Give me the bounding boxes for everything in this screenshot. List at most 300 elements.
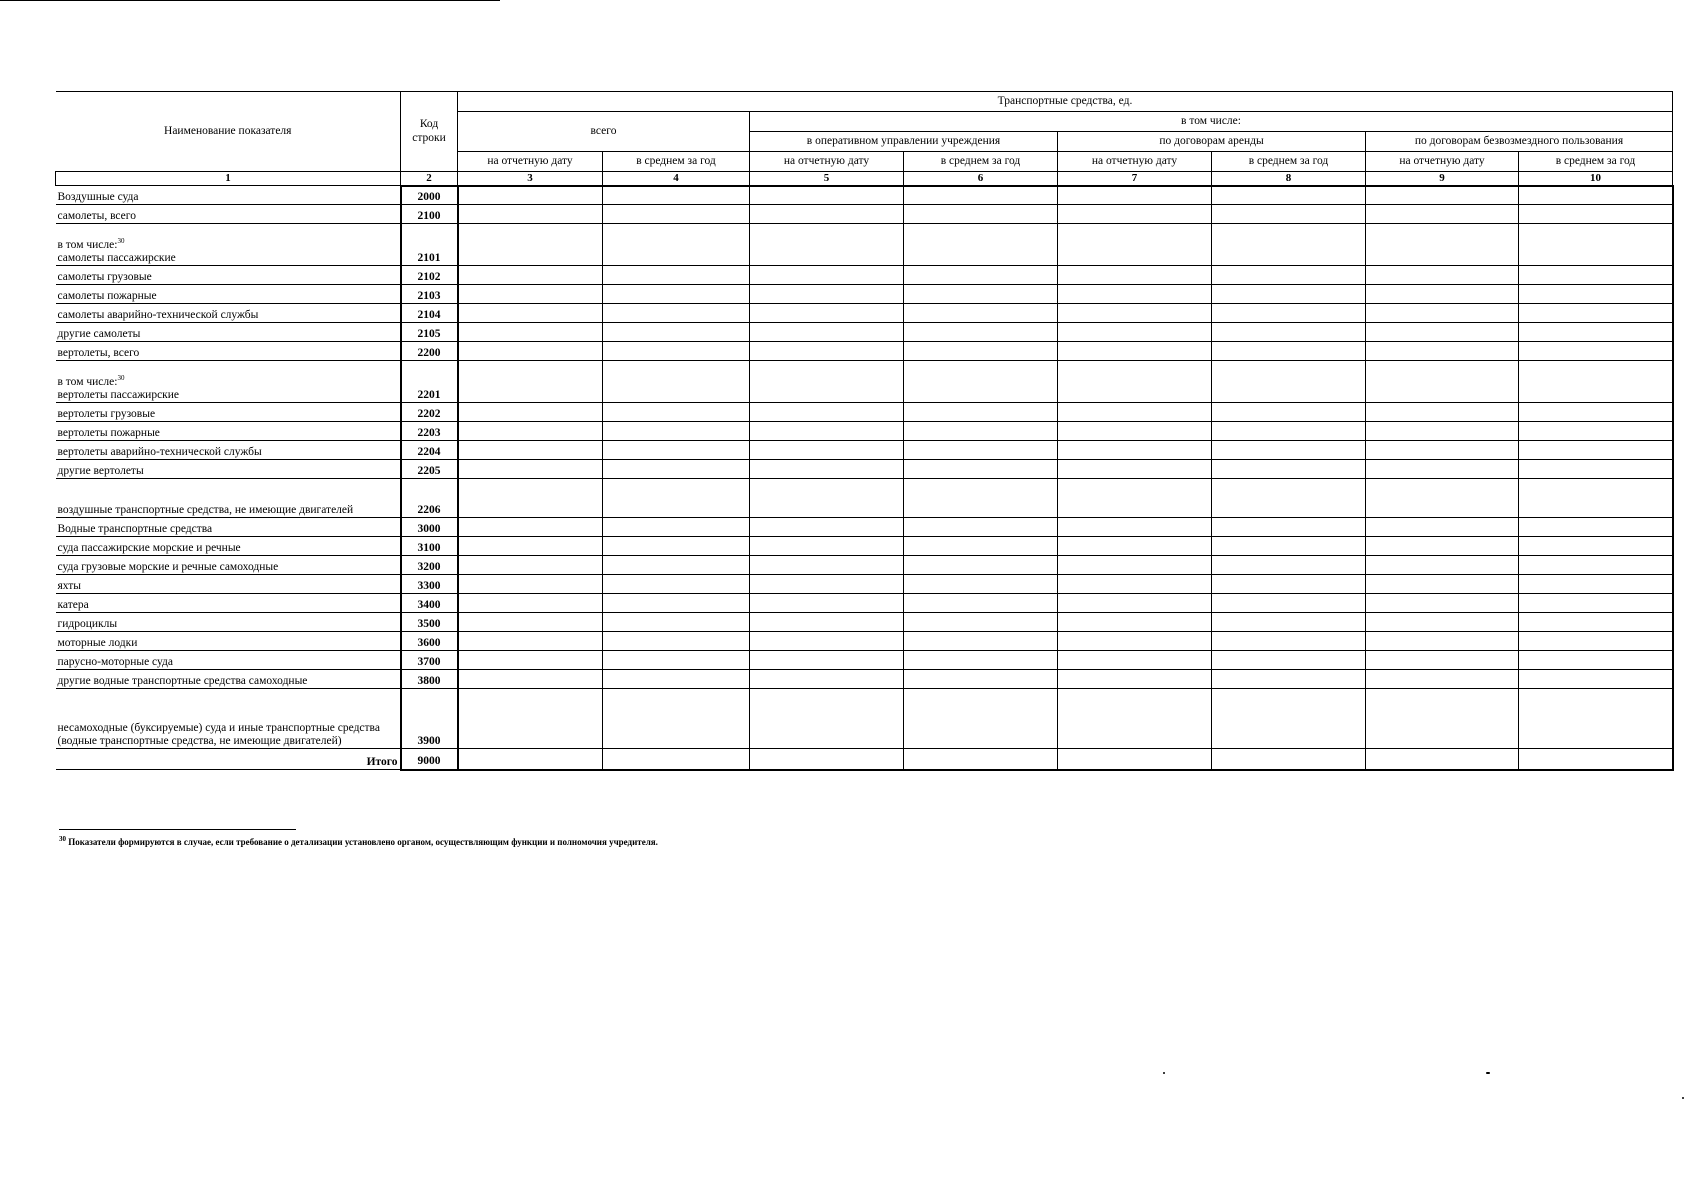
row-name [56, 632, 401, 651]
value-cell[interactable] [750, 342, 904, 361]
value-cell[interactable] [1366, 205, 1519, 224]
table-row [56, 518, 1673, 537]
value-cell[interactable] [1058, 285, 1212, 304]
value-cell[interactable] [458, 422, 603, 441]
column-number: 1 [56, 172, 401, 186]
row-code: 2100 [401, 205, 458, 224]
value-cell[interactable] [1366, 403, 1519, 422]
row-code: 2105 [401, 323, 458, 342]
value-cell[interactable] [1519, 342, 1673, 361]
value-cell[interactable] [1366, 266, 1519, 285]
value-cell[interactable] [904, 422, 1058, 441]
value-cell[interactable] [750, 323, 904, 342]
value-cell[interactable] [1212, 518, 1366, 537]
value-cell[interactable] [1366, 594, 1519, 613]
value-cell[interactable] [1519, 304, 1673, 323]
value-cell[interactable] [603, 304, 750, 323]
value-cell[interactable] [1366, 304, 1519, 323]
value-cell[interactable] [1058, 323, 1212, 342]
row-label: Водные транспортные средства [57, 522, 213, 535]
value-cell[interactable] [1366, 670, 1519, 689]
row-name [56, 556, 401, 575]
row-code: 2101 [401, 224, 458, 266]
value-cell[interactable] [904, 304, 1058, 323]
row-prefix: в том числе: [57, 375, 118, 388]
value-cell[interactable] [1519, 266, 1673, 285]
value-cell[interactable] [1519, 651, 1673, 670]
value-cell[interactable] [1519, 361, 1673, 403]
value-cell[interactable] [1058, 613, 1212, 632]
header-total: всего [458, 112, 750, 152]
value-cell[interactable] [458, 205, 603, 224]
value-cell[interactable] [1212, 575, 1366, 594]
value-cell[interactable] [1366, 556, 1519, 575]
value-cell[interactable] [458, 304, 603, 323]
value-cell[interactable] [1212, 342, 1366, 361]
footnote-text: Показатели формируются в случае, если требование о детализации установлено органом, осуществляющим функции и полномочия учредителя. [68, 837, 658, 847]
table-row [56, 422, 1673, 441]
value-cell[interactable] [1058, 537, 1212, 556]
table-row [56, 342, 1673, 361]
value-cell[interactable] [603, 594, 750, 613]
header-code-column: Код строки [401, 92, 458, 172]
table-row [56, 594, 1673, 613]
row-code: 3900 [401, 689, 458, 749]
value-cell[interactable] [750, 266, 904, 285]
value-cell[interactable] [904, 575, 1058, 594]
value-cell[interactable] [1058, 403, 1212, 422]
table-row [56, 670, 1673, 689]
value-cell[interactable] [603, 518, 750, 537]
value-cell[interactable] [603, 342, 750, 361]
value-cell[interactable] [1212, 403, 1366, 422]
value-cell[interactable] [603, 460, 750, 479]
value-cell[interactable] [1212, 422, 1366, 441]
value-cell[interactable] [904, 479, 1058, 518]
value-cell[interactable] [458, 285, 603, 304]
row-label: яхты [57, 579, 82, 592]
value-cell[interactable] [904, 537, 1058, 556]
value-cell[interactable] [1212, 632, 1366, 651]
value-cell[interactable] [1366, 285, 1519, 304]
value-cell[interactable] [1058, 266, 1212, 285]
value-cell[interactable] [1366, 518, 1519, 537]
value-cell[interactable] [1519, 556, 1673, 575]
value-cell[interactable] [1058, 518, 1212, 537]
value-cell[interactable] [603, 479, 750, 518]
table-row [56, 186, 1673, 205]
header-at-date: на отчетную дату [750, 152, 904, 172]
header-avg-year: в среднем за год [1212, 152, 1366, 172]
table-row [56, 537, 1673, 556]
value-cell[interactable] [1058, 186, 1212, 205]
value-cell[interactable] [750, 403, 904, 422]
value-cell[interactable] [1366, 441, 1519, 460]
table-row [56, 460, 1673, 479]
value-cell[interactable] [458, 266, 603, 285]
value-cell[interactable] [904, 613, 1058, 632]
value-cell[interactable] [750, 651, 904, 670]
row-label: катера [57, 598, 89, 611]
value-cell[interactable] [904, 361, 1058, 403]
value-cell[interactable] [1519, 537, 1673, 556]
row-name [56, 460, 401, 479]
value-cell[interactable] [603, 361, 750, 403]
value-cell[interactable] [458, 670, 603, 689]
row-label: парусно-моторные суда [57, 655, 173, 668]
value-cell[interactable] [1366, 342, 1519, 361]
value-cell[interactable] [1058, 556, 1212, 575]
value-cell[interactable] [904, 441, 1058, 460]
row-label: другие водные транспортные средства самоходные [57, 674, 308, 687]
row-name [56, 342, 401, 361]
value-cell[interactable] [603, 205, 750, 224]
value-cell[interactable] [904, 594, 1058, 613]
value-cell[interactable] [1212, 749, 1366, 770]
value-cell[interactable] [750, 460, 904, 479]
table-row [56, 266, 1673, 285]
value-cell[interactable] [458, 632, 603, 651]
value-cell[interactable] [750, 689, 904, 749]
value-cell[interactable] [1519, 613, 1673, 632]
value-cell[interactable] [458, 556, 603, 575]
value-cell[interactable] [1058, 689, 1212, 749]
value-cell[interactable] [1058, 594, 1212, 613]
row-name [56, 670, 401, 689]
value-cell[interactable] [750, 575, 904, 594]
header-transport: Транспортные средства, ед. [458, 92, 1673, 112]
footnote-ref: 30 [117, 373, 125, 382]
value-cell[interactable] [750, 749, 904, 770]
value-cell[interactable] [603, 575, 750, 594]
row-name [56, 304, 401, 323]
value-cell[interactable] [1519, 575, 1673, 594]
table-row [56, 575, 1673, 594]
value-cell[interactable] [603, 323, 750, 342]
value-cell[interactable] [603, 670, 750, 689]
value-cell[interactable] [904, 342, 1058, 361]
value-cell[interactable] [603, 224, 750, 266]
header-including: в том числе: [750, 112, 1673, 132]
value-cell[interactable] [904, 224, 1058, 266]
row-label: гидроциклы [57, 617, 118, 630]
row-name [56, 323, 401, 342]
value-cell[interactable] [904, 205, 1058, 224]
row-label: вертолеты, всего [57, 346, 140, 359]
value-cell[interactable] [1366, 224, 1519, 266]
row-label: вертолеты пассажирские [57, 388, 180, 401]
value-cell[interactable] [904, 749, 1058, 770]
value-cell[interactable] [750, 632, 904, 651]
header-avg-year: в среднем за год [1519, 152, 1673, 172]
header-at-date: на отчетную дату [1366, 152, 1519, 172]
table-row [56, 205, 1673, 224]
value-cell[interactable] [1212, 460, 1366, 479]
value-cell[interactable] [1519, 422, 1673, 441]
value-cell[interactable] [458, 479, 603, 518]
column-number: 6 [904, 172, 1058, 186]
value-cell[interactable] [603, 651, 750, 670]
value-cell[interactable] [1366, 651, 1519, 670]
row-code: 2200 [401, 342, 458, 361]
value-cell[interactable] [1212, 205, 1366, 224]
value-cell[interactable] [1212, 594, 1366, 613]
value-cell[interactable] [458, 342, 603, 361]
row-name [56, 689, 401, 749]
header-avg-year: в среднем за год [603, 152, 750, 172]
value-cell[interactable] [1212, 186, 1366, 205]
row-code: 2103 [401, 285, 458, 304]
value-cell[interactable] [458, 460, 603, 479]
row-label: вертолеты грузовые [57, 407, 156, 420]
row-code: 2203 [401, 422, 458, 441]
value-cell[interactable] [1212, 689, 1366, 749]
value-cell[interactable] [1058, 422, 1212, 441]
value-cell[interactable] [1212, 441, 1366, 460]
value-cell[interactable] [1519, 224, 1673, 266]
value-cell[interactable] [1366, 689, 1519, 749]
row-name [56, 403, 401, 422]
row-code: 3200 [401, 556, 458, 575]
value-cell[interactable] [1519, 632, 1673, 651]
value-cell[interactable] [458, 224, 603, 266]
row-label: суда грузовые морские и речные самоходные [57, 560, 279, 573]
column-number: 9 [1366, 172, 1519, 186]
value-cell[interactable] [1519, 689, 1673, 749]
value-cell[interactable] [750, 422, 904, 441]
row-label: самолеты, всего [57, 209, 136, 222]
column-number: 10 [1519, 172, 1673, 186]
header-free-use: по договорам безвозмездного пользования [1366, 132, 1673, 152]
value-cell[interactable] [603, 403, 750, 422]
value-cell[interactable] [603, 186, 750, 205]
row-code: 3700 [401, 651, 458, 670]
value-cell[interactable] [1212, 479, 1366, 518]
row-code: 2205 [401, 460, 458, 479]
value-cell[interactable] [1058, 460, 1212, 479]
row-code: 2000 [401, 186, 458, 205]
table-row [56, 689, 1673, 749]
value-cell[interactable] [1519, 749, 1673, 770]
row-code: 2204 [401, 441, 458, 460]
value-cell[interactable] [1519, 479, 1673, 518]
table-row [56, 749, 1673, 770]
value-cell[interactable] [603, 613, 750, 632]
value-cell[interactable] [750, 186, 904, 205]
value-cell[interactable] [458, 651, 603, 670]
value-cell[interactable] [904, 460, 1058, 479]
table-row [56, 632, 1673, 651]
value-cell[interactable] [904, 689, 1058, 749]
value-cell[interactable] [458, 613, 603, 632]
row-label: суда пассажирские морские и речные [57, 541, 241, 554]
value-cell[interactable] [1366, 749, 1519, 770]
row-code: 3600 [401, 632, 458, 651]
value-cell[interactable] [904, 403, 1058, 422]
value-cell[interactable] [603, 689, 750, 749]
value-cell[interactable] [458, 186, 603, 205]
row-label: другие вертолеты [57, 464, 144, 477]
value-cell[interactable] [1212, 224, 1366, 266]
row-label: Итого [366, 755, 398, 768]
value-cell[interactable] [904, 285, 1058, 304]
value-cell[interactable] [1519, 594, 1673, 613]
value-cell[interactable] [1058, 304, 1212, 323]
value-cell[interactable] [1519, 403, 1673, 422]
header-at-date: на отчетную дату [458, 152, 603, 172]
row-code: 2202 [401, 403, 458, 422]
value-cell[interactable] [750, 518, 904, 537]
row-name [56, 518, 401, 537]
row-prefix: в том числе: [57, 238, 118, 251]
value-cell[interactable] [1212, 323, 1366, 342]
value-cell[interactable] [750, 537, 904, 556]
value-cell[interactable] [458, 361, 603, 403]
value-cell[interactable] [904, 632, 1058, 651]
value-cell[interactable] [458, 749, 603, 770]
value-cell[interactable] [750, 304, 904, 323]
value-cell[interactable] [603, 422, 750, 441]
footnote-mark: 30 [59, 835, 66, 843]
value-cell[interactable] [1058, 651, 1212, 670]
value-cell[interactable] [750, 613, 904, 632]
row-label: самолеты пассажирские [57, 251, 176, 264]
header-lease: по договорам аренды [1058, 132, 1366, 152]
value-cell[interactable] [750, 594, 904, 613]
row-label: моторные лодки [57, 636, 138, 649]
value-cell[interactable] [1212, 361, 1366, 403]
scan-speck [1163, 1072, 1165, 1074]
value-cell[interactable] [750, 285, 904, 304]
row-label: самолеты аварийно-технической службы [57, 308, 259, 321]
table-row [56, 613, 1673, 632]
value-cell[interactable] [1058, 342, 1212, 361]
row-name [56, 441, 401, 460]
value-cell[interactable] [1519, 205, 1673, 224]
value-cell[interactable] [1058, 749, 1212, 770]
column-number: 2 [401, 172, 458, 186]
value-cell[interactable] [904, 186, 1058, 205]
value-cell[interactable] [1366, 575, 1519, 594]
value-cell[interactable] [1519, 670, 1673, 689]
table-row [56, 651, 1673, 670]
value-cell[interactable] [603, 537, 750, 556]
value-cell[interactable] [1212, 266, 1366, 285]
value-cell[interactable] [603, 441, 750, 460]
row-name [56, 613, 401, 632]
value-cell[interactable] [603, 632, 750, 651]
value-cell[interactable] [1519, 518, 1673, 537]
value-cell[interactable] [904, 323, 1058, 342]
value-cell[interactable] [750, 556, 904, 575]
value-cell[interactable] [458, 575, 603, 594]
value-cell[interactable] [1058, 224, 1212, 266]
value-cell[interactable] [1058, 575, 1212, 594]
value-cell[interactable] [1519, 441, 1673, 460]
value-cell[interactable] [1519, 186, 1673, 205]
row-code: 3000 [401, 518, 458, 537]
value-cell[interactable] [1366, 186, 1519, 205]
value-cell[interactable] [904, 266, 1058, 285]
value-cell[interactable] [1212, 537, 1366, 556]
value-cell[interactable] [1519, 323, 1673, 342]
value-cell[interactable] [1212, 285, 1366, 304]
value-cell[interactable] [750, 670, 904, 689]
value-cell[interactable] [1366, 613, 1519, 632]
value-cell[interactable] [750, 479, 904, 518]
value-cell[interactable] [750, 224, 904, 266]
value-cell[interactable] [458, 518, 603, 537]
row-name [56, 594, 401, 613]
row-name [56, 537, 401, 556]
header-operational: в оперативном управлении учреждения [750, 132, 1058, 152]
value-cell[interactable] [458, 594, 603, 613]
value-cell[interactable] [603, 285, 750, 304]
value-cell[interactable] [1212, 613, 1366, 632]
value-cell[interactable] [1519, 285, 1673, 304]
value-cell[interactable] [1366, 479, 1519, 518]
header-avg-year: в среднем за год [904, 152, 1058, 172]
value-cell[interactable] [1058, 670, 1212, 689]
value-cell[interactable] [458, 537, 603, 556]
value-cell[interactable] [458, 403, 603, 422]
row-label: другие самолеты [57, 327, 141, 340]
value-cell[interactable] [1058, 479, 1212, 518]
value-cell[interactable] [458, 441, 603, 460]
value-cell[interactable] [1366, 361, 1519, 403]
value-cell[interactable] [1212, 304, 1366, 323]
footnote-separator [59, 829, 296, 830]
value-cell[interactable] [1366, 537, 1519, 556]
value-cell[interactable] [904, 651, 1058, 670]
value-cell[interactable] [1058, 361, 1212, 403]
value-cell[interactable] [458, 323, 603, 342]
value-cell[interactable] [1212, 556, 1366, 575]
value-cell[interactable] [904, 518, 1058, 537]
value-cell[interactable] [1212, 651, 1366, 670]
value-cell[interactable] [1366, 422, 1519, 441]
value-cell[interactable] [750, 205, 904, 224]
value-cell[interactable] [603, 266, 750, 285]
row-code: 3500 [401, 613, 458, 632]
value-cell[interactable] [904, 670, 1058, 689]
row-code: 3800 [401, 670, 458, 689]
row-name [56, 479, 401, 518]
row-code: 2201 [401, 361, 458, 403]
value-cell[interactable] [1366, 323, 1519, 342]
value-cell[interactable] [904, 556, 1058, 575]
row-label: самолеты грузовые [57, 270, 152, 283]
value-cell[interactable] [1519, 460, 1673, 479]
value-cell[interactable] [603, 749, 750, 770]
table-row [56, 285, 1673, 304]
value-cell[interactable] [750, 441, 904, 460]
value-cell[interactable] [458, 689, 603, 749]
value-cell[interactable] [750, 361, 904, 403]
column-number: 8 [1212, 172, 1366, 186]
value-cell[interactable] [1212, 670, 1366, 689]
row-code: 2102 [401, 266, 458, 285]
value-cell[interactable] [1366, 632, 1519, 651]
value-cell[interactable] [1058, 205, 1212, 224]
scan-edge-line [0, 0, 500, 1]
row-code: 3300 [401, 575, 458, 594]
row-label: вертолеты аварийно-технической службы [57, 445, 262, 458]
value-cell[interactable] [1058, 441, 1212, 460]
value-cell[interactable] [603, 556, 750, 575]
value-cell[interactable] [1058, 632, 1212, 651]
value-cell[interactable] [1366, 460, 1519, 479]
